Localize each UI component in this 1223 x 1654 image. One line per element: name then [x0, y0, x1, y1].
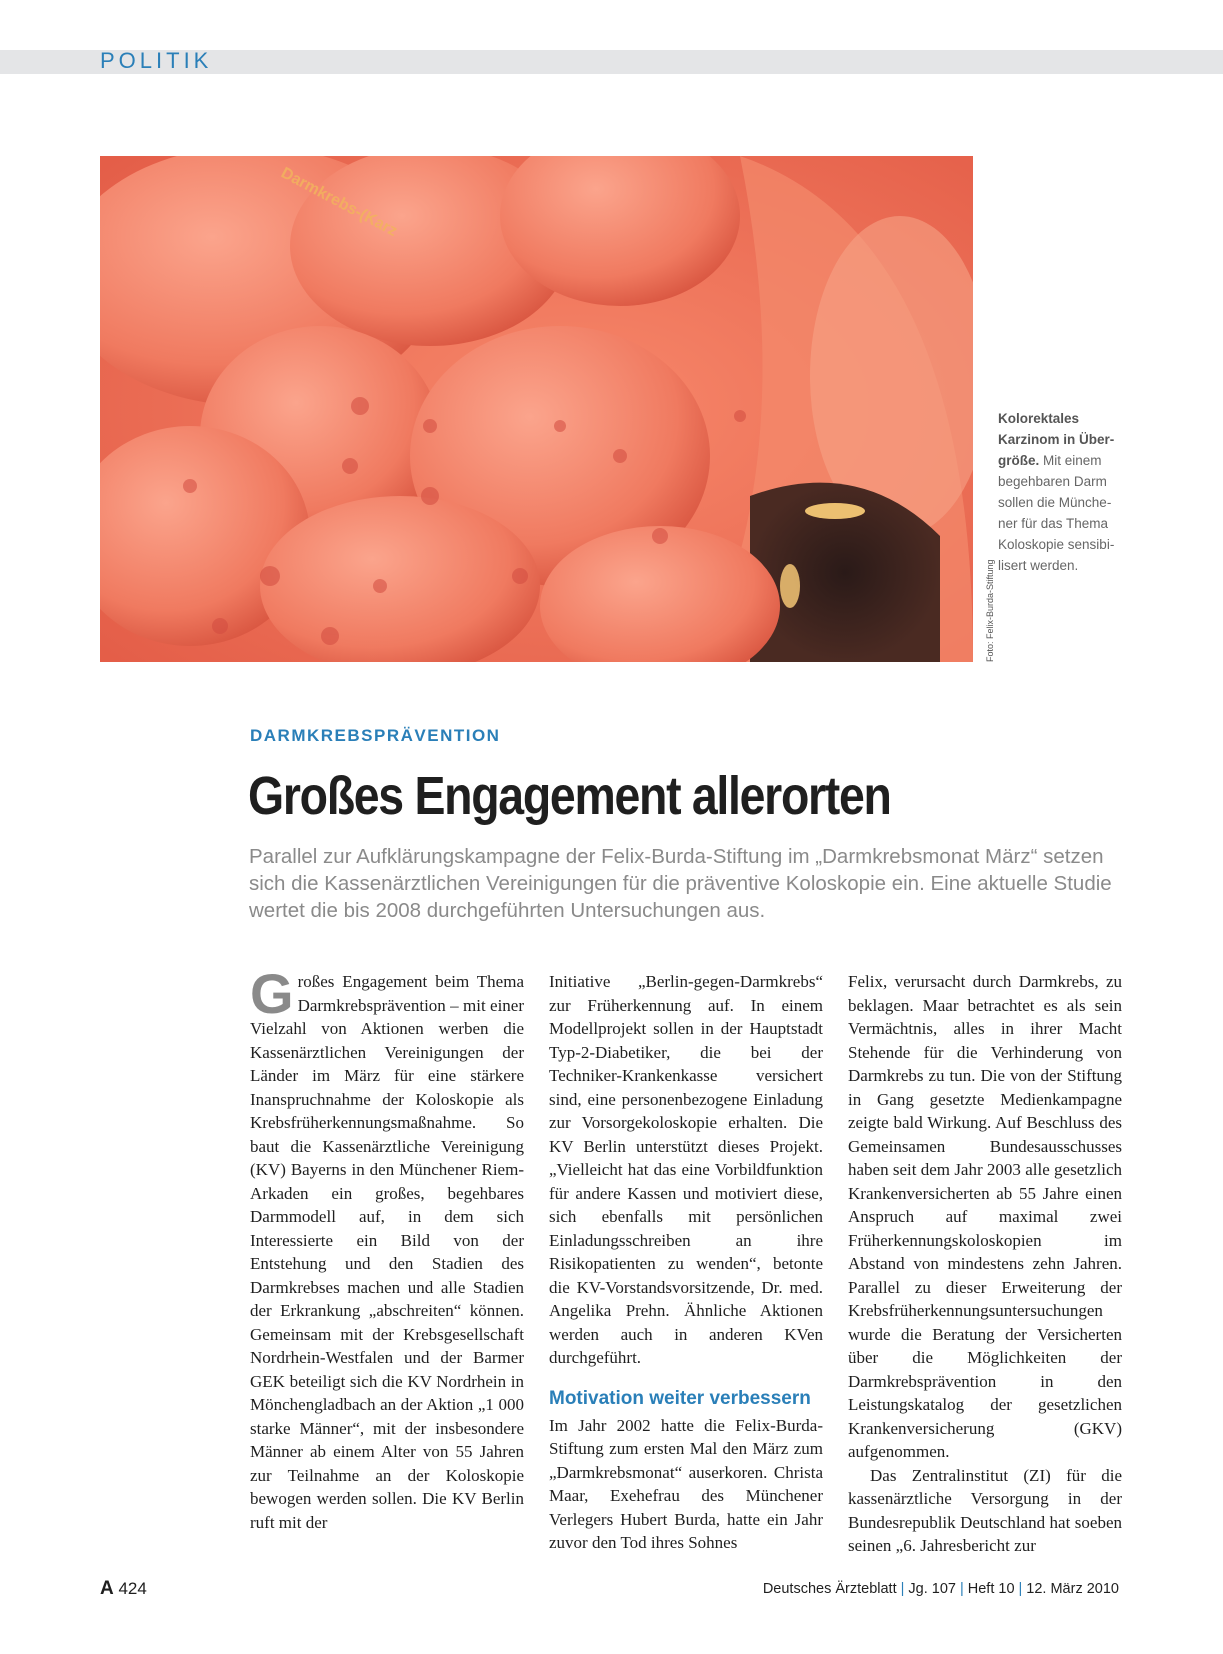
article-lead: Parallel zur Aufklärungskampagne der Felix-Burda-Stiftung im „Darmkrebsmonat März“ setzen sich die Kassenärztlichen Vereinigungen für die präventive Koloskopie ein. Eine aktuelle Studie wertet die bis 2008 durchgeführten Untersuchungen aus. [249, 845, 1112, 922]
photo-caption [998, 408, 1126, 576]
separator: | [900, 1581, 905, 1597]
date: 12. März 2010 [1026, 1581, 1119, 1597]
footer-citation [763, 1581, 1119, 1597]
page-number-value: 424 [118, 1579, 147, 1598]
paragraph: Felix, verursacht durch Darmkrebs, zu beklagen. Maar betrachtet es als sein Vermächtnis, alles in ihrer Macht Stehende für die Verhinderung von Darmkrebs zu tun. Die von der Stiftung in Gang gesetzte Medienkampagne zeigte bald Wirkung. Auf Beschluss des Gemeinsamen Bundesausschusses haben seit dem Jahr 2003 alle gesetzlich Krankenversicherten ab 55 Jahre einen Anspruch auf maximal zwei Früherkennungskoloskopien im Abstand von mindestens zehn Jahren. Parallel zu dieser Erweiterung der Krebsfrüherkennungsuntersuchungen wurde die Beratung der Versicherten über die Möglichkeiten der Darmkrebsprävention in den Leistungskatalog der gesetzlichen Krankenversicherung (GKV) aufgenommen. [848, 972, 1122, 1461]
article-subhead: Motivation weiter verbessern [549, 1387, 811, 1409]
section-label: POLITIK [100, 48, 213, 73]
separator: | [959, 1581, 964, 1597]
caption-title: Kolorektales Karzinom in Über-größe. [998, 411, 1115, 468]
paragraph [250, 962, 524, 1534]
caption-text: Mit einem begehbaren Darm sollen die Münche-ner für das Thema Koloskopie sensibi-lisert werden. [998, 453, 1115, 573]
text-column-2 [549, 970, 823, 1555]
paragraph: Im Jahr 2002 hatte die Felix-Burda-Stiftung zum ersten Mal den März zum „Darmkrebsmonat“ auserkoren. Christa Maar, Exehefrau des Münchener Verlegers Hubert Burda, hatte ein Jahr zuvor den Tod ihres Sohnes [549, 1415, 823, 1552]
page-letter: A [100, 1578, 114, 1599]
journal-name: Deutsches Ärzteblatt [762, 1581, 897, 1597]
page-number [100, 1578, 147, 1600]
article-kicker: DARMKREBSPRÄVENTION [250, 726, 501, 745]
photo-overlay-text: Darmkrebs-(Karz [278, 164, 400, 241]
text-column-1 [250, 962, 524, 1534]
paragraph: Das Zentralinstitut (ZI) für die kassenärztliche Versorgung in der Bundesrepublik Deutschland hat soeben seinen „6. Jahresbericht zur [848, 1465, 1122, 1555]
paragraph: Initiative „Berlin-gegen-Darmkrebs“ zur Früherkennung auf. In einem Modellprojekt sollen in der Hauptstadt Typ-2-Diabetiker, die bei der Techniker-Krankenkasse versichert sind, eine personenbezogene Einladung zur Vorsorgekoloskopie erhalten. Die KV Berlin unterstützt dieses Projekt. „Vielleicht hat das eine Vorbildfunktion für andere Kassen und motiviert diese, sich ebenfalls mit persönlichen Einladungsschreiben an ihre Risikopatienten zu wenden“, betonte die KV-Vorstandsvorsitzende, Dr. med. Angelika Prehn. Ähnliche Aktionen werden auch in anderen KVen durchgeführt. [549, 972, 823, 1367]
article-photo [100, 156, 973, 662]
article-title: Großes Engagement allerorten [248, 766, 891, 826]
text-column-3 [848, 970, 1122, 1558]
volume: Jg. 107 [908, 1581, 956, 1597]
issue: Heft 10 [967, 1581, 1015, 1597]
separator: | [1018, 1581, 1023, 1597]
photo-credit: Foto: Felix-Burda-Stiftung [985, 559, 995, 662]
paragraph-text: roßes Engagement beim Thema Darmkrebsprävention – mit einer Vielzahl von Aktionen werben die Kassenärztlichen Vereinigungen der Länder im März für eine stärkere Inanspruchnahme der Koloskopie als Krebsfrüherkennungsmaßnahme. So baut die Kassenärztliche Vereinigung (KV) Bayerns in den Münchener Riem-Arkaden ein großes, begehbares Darmmodell auf, in dem sich Interessierte ein Bild von der Entstehung und den Stadien des Darmkrebses machen und alle Stadien der Erkrankung „abschreiten“ können. Gemeinsam mit der Krebsgesellschaft Nordrhein-Westfalen und der Barmer GEK beteiligt sich die KV Nordrhein in Mönchengladbach an der Aktion „1 000 starke Männer“, mit der insbesondere Männer ab einem Alter von 55 Jahren zur Teilnahme an der Koloskopie bewogen werden sollen. Die KV Berlin ruft mit der [250, 972, 524, 1532]
drop-cap: G [250, 962, 294, 1025]
